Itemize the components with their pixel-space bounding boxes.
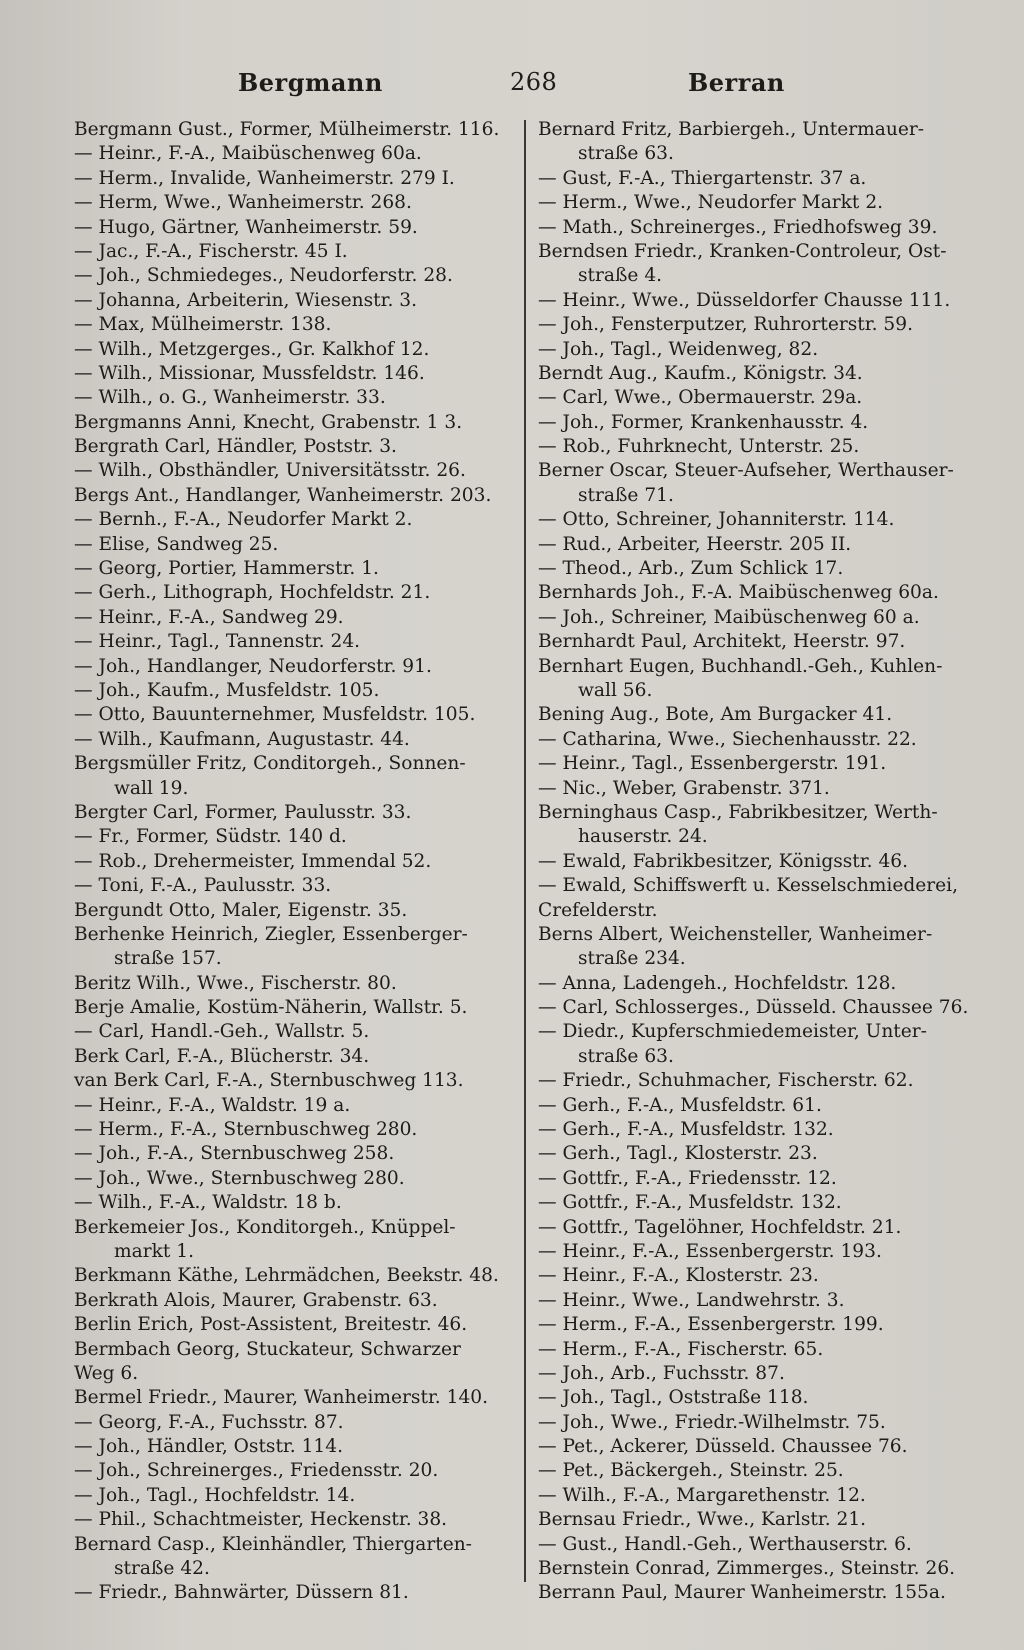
directory-line: — Johanna, Arbeiterin, Wiesenstr. 3. <box>74 289 418 311</box>
directory-line: — Carl, Wwe., Obermauerstr. 29a. <box>538 387 863 409</box>
directory-line: — Anna, Ladengeh., Hochfeldstr. 128. <box>538 972 897 994</box>
directory-line: Bergundt Otto, Maler, Eigenstr. 35. <box>74 899 408 921</box>
directory-line: — Elise, Sandweg 25. <box>74 533 279 555</box>
directory-line: — Joh., F.-A., Sternbuschweg 258. <box>74 1143 395 1165</box>
directory-line: straße 71. <box>578 484 674 506</box>
directory-line: markt 1. <box>114 1240 194 1262</box>
left-catchword: Bergmann <box>238 68 383 97</box>
directory-line: hauserstr. 24. <box>578 826 708 848</box>
directory-line: Crefelderstr. <box>538 899 658 921</box>
directory-line: — Joh., Händler, Oststr. 114. <box>74 1436 343 1458</box>
directory-line: — Diedr., Kupferschmiedemeister, Unter- <box>538 1021 927 1043</box>
directory-line: — Heinr., F.-A., Waldstr. 19 a. <box>74 1094 351 1116</box>
directory-line: wall 19. <box>114 777 189 799</box>
directory-line: Bergmann Gust., Former, Mülheimerstr. 116. <box>74 119 500 140</box>
directory-line: — Fr., Former, Südstr. 140 d. <box>74 826 347 848</box>
directory-line: — Heinr., F.-A., Sandweg 29. <box>74 606 344 628</box>
directory-line: Berkrath Alois, Maurer, Grabenstr. 63. <box>74 1289 438 1311</box>
directory-line: Beritz Wilh., Wwe., Fischerstr. 80. <box>74 972 397 994</box>
directory-line: — Gerh., F.-A., Musfeldstr. 61. <box>538 1094 822 1116</box>
directory-line: — Gerh., Lithograph, Hochfeldstr. 21. <box>74 582 431 604</box>
directory-line: — Joh., Arb., Fuchsstr. 87. <box>538 1362 785 1384</box>
directory-line: — Friedr., Schuhmacher, Fischerstr. 62. <box>538 1070 914 1092</box>
directory-line: — Wilh., o. G., Wanheimerstr. 33. <box>74 387 386 409</box>
directory-line: — Pet., Ackerer, Düsseld. Chaussee 76. <box>538 1436 908 1458</box>
directory-line: straße 234. <box>578 948 686 970</box>
directory-line: — Pet., Bäckergeh., Steinstr. 25. <box>538 1460 844 1482</box>
directory-line: — Wilh., Missionar, Mussfeldstr. 146. <box>74 362 425 384</box>
directory-line: Berje Amalie, Kostüm-Näherin, Wallstr. 5. <box>74 997 468 1019</box>
directory-line: Berrann Paul, Maurer Wanheimerstr. 155a. <box>538 1582 946 1604</box>
directory-line: Berndt Aug., Kaufm., Königstr. 34. <box>538 362 863 384</box>
directory-line: — Heinr., Wwe., Landwehrstr. 3. <box>538 1289 845 1311</box>
directory-line: — Herm., F.-A., Fischerstr. 65. <box>538 1338 824 1360</box>
directory-line: straße 63. <box>578 1045 674 1067</box>
directory-line: — Heinr., F.-A., Klosterstr. 23. <box>538 1265 819 1287</box>
directory-line: — Ewald, Schiffswerft u. Kesselschmiederei, <box>538 875 959 897</box>
directory-line: — Herm., Wwe., Neudorfer Markt 2. <box>538 192 884 214</box>
directory-line: Berlin Erich, Post-Assistent, Breitestr. 46. <box>74 1314 468 1336</box>
directory-line: Bernard Casp., Kleinhändler, Thiergarten- <box>74 1533 472 1555</box>
directory-line: Bermel Friedr., Maurer, Wanheimerstr. 140. <box>74 1387 489 1409</box>
directory-line: straße 42. <box>114 1558 210 1580</box>
directory-line: — Friedr., Bahnwärter, Düssern 81. <box>74 1582 409 1604</box>
directory-line: — Wilh., Kaufmann, Augustastr. 44. <box>74 728 410 750</box>
directory-line: — Gust., Handl.-Geh., Werthauserstr. 6. <box>538 1533 912 1555</box>
directory-line: — Heinr., Tagl., Essenbergerstr. 191. <box>538 753 887 775</box>
directory-line: — Wilh., Obsthändler, Universitätsstr. 26. <box>74 460 466 482</box>
directory-line: — Toni, F.-A., Paulusstr. 33. <box>74 875 332 897</box>
directory-line: — Heinr., Tagl., Tannenstr. 24. <box>74 631 361 653</box>
right-column <box>538 118 978 1606</box>
directory-line: — Joh., Wwe., Sternbuschweg 280. <box>74 1167 405 1189</box>
directory-line: — Wilh., F.-A., Waldstr. 18 b. <box>74 1192 342 1214</box>
directory-line: Bergrath Carl, Händler, Poststr. 3. <box>74 436 397 458</box>
directory-line: — Joh., Schreiner, Maibüschenweg 60 a. <box>538 606 920 628</box>
directory-line: — Joh., Former, Krankenhausstr. 4. <box>538 411 869 433</box>
directory-line: Bening Aug., Bote, Am Burgacker 41. <box>538 704 893 726</box>
directory-line: — Heinr., Wwe., Düsseldorfer Chausse 111. <box>538 289 951 311</box>
directory-line: Weg 6. <box>74 1362 139 1384</box>
page-number: 268 <box>510 68 558 96</box>
directory-line: — Joh., Wwe., Friedr.-Wilhelmstr. 75. <box>538 1411 886 1433</box>
directory-line: — Catharina, Wwe., Siechenhausstr. 22. <box>538 728 917 750</box>
directory-line: Berkmann Käthe, Lehrmädchen, Beekstr. 48. <box>74 1265 499 1287</box>
directory-line: — Herm., Invalide, Wanheimerstr. 279 I. <box>74 167 455 189</box>
directory-line: — Wilh., F.-A., Margarethenstr. 12. <box>538 1484 866 1506</box>
directory-line: — Herm., F.-A., Sternbuschweg 280. <box>74 1119 418 1141</box>
directory-line: — Gerh., F.-A., Musfeldstr. 132. <box>538 1119 834 1141</box>
directory-line: — Joh., Kaufm., Musfeldstr. 105. <box>74 679 380 701</box>
directory-line: Bergs Ant., Handlanger, Wanheimerstr. 203. <box>74 484 492 506</box>
directory-line: — Max, Mülheimerstr. 138. <box>74 314 332 336</box>
directory-line: — Herm., F.-A., Essenbergerstr. 199. <box>538 1314 884 1336</box>
directory-line: — Heinr., F.-A., Essenbergerstr. 193. <box>538 1240 882 1262</box>
directory-line: Bergsmüller Fritz, Conditorgeh., Sonnen- <box>74 753 466 775</box>
directory-line: — Georg, F.-A., Fuchsstr. 87. <box>74 1411 344 1433</box>
directory-line: Bergmanns Anni, Knecht, Grabenstr. 1 3. <box>74 411 463 433</box>
directory-line: — Herm, Wwe., Wanheimerstr. 268. <box>74 192 412 214</box>
directory-line: Berns Albert, Weichensteller, Wanheimer- <box>538 923 933 945</box>
directory-line: Bernard Fritz, Barbiergeh., Untermauer- <box>538 119 925 140</box>
directory-line: straße 4. <box>578 265 663 287</box>
directory-line: — Otto, Bauunternehmer, Musfeldstr. 105. <box>74 704 476 726</box>
directory-line: — Heinr., F.-A., Maibüschenweg 60a. <box>74 143 422 165</box>
directory-line: Bernhardt Paul, Architekt, Heerstr. 97. <box>538 631 906 653</box>
column-divider <box>524 120 526 1582</box>
directory-line: — Rob., Drehermeister, Immendal 52. <box>74 850 432 872</box>
directory-line: van Berk Carl, F.-A., Sternbuschweg 113. <box>74 1070 464 1092</box>
directory-line: — Wilh., Metzgerges., Gr. Kalkhof 12. <box>74 338 430 360</box>
right-catchword: Berran <box>688 68 785 97</box>
directory-line: — Math., Schreinerges., Friedhofsweg 39. <box>538 216 938 238</box>
directory-line: — Joh., Fensterputzer, Ruhrorterstr. 59. <box>538 314 913 336</box>
directory-line: Bernsau Friedr., Wwe., Karlstr. 21. <box>538 1509 867 1531</box>
directory-line: Bergter Carl, Former, Paulusstr. 33. <box>74 801 412 823</box>
directory-line: — Rob., Fuhrknecht, Unterstr. 25. <box>538 436 860 458</box>
directory-line: — Hugo, Gärtner, Wanheimerstr. 59. <box>74 216 418 238</box>
directory-line: — Carl, Handl.-Geh., Wallstr. 5. <box>74 1021 370 1043</box>
directory-line: straße 63. <box>578 143 674 165</box>
directory-line: Berninghaus Casp., Fabrikbesitzer, Werth- <box>538 801 938 823</box>
left-column <box>74 118 504 1606</box>
directory-line: Berk Carl, F.-A., Blücherstr. 34. <box>74 1045 370 1067</box>
directory-line: Berkemeier Jos., Konditorgeh., Knüppel- <box>74 1216 456 1238</box>
directory-line: — Joh., Tagl., Weidenweg, 82. <box>538 338 819 360</box>
directory-line: — Joh., Schreinerges., Friedensstr. 20. <box>74 1460 439 1482</box>
directory-line: — Joh., Schmiedeges., Neudorferstr. 28. <box>74 265 453 287</box>
directory-line: — Gottfr., Tagelöhner, Hochfeldstr. 21. <box>538 1216 902 1238</box>
directory-line: — Joh., Handlanger, Neudorferstr. 91. <box>74 655 432 677</box>
directory-line: — Joh., Tagl., Oststraße 118. <box>538 1387 809 1409</box>
directory-line: Bernhards Joh., F.-A. Maibüschenweg 60a. <box>538 582 939 604</box>
directory-line: Berhenke Heinrich, Ziegler, Essenberger- <box>74 923 468 945</box>
directory-line: — Otto, Schreiner, Johanniterstr. 114. <box>538 509 895 531</box>
directory-line: straße 157. <box>114 948 222 970</box>
running-head <box>70 68 990 102</box>
directory-line: — Jac., F.-A., Fischerstr. 45 I. <box>74 240 348 262</box>
directory-line: — Joh., Tagl., Hochfeldstr. 14. <box>74 1484 356 1506</box>
directory-line: — Gerh., Tagl., Klosterstr. 23. <box>538 1143 818 1165</box>
directory-line: — Gottfr., F.-A., Musfeldstr. 132. <box>538 1192 842 1214</box>
directory-line: — Theod., Arb., Zum Schlick 17. <box>538 558 844 580</box>
directory-line: — Georg, Portier, Hammerstr. 1. <box>74 558 379 580</box>
directory-line: Berndsen Friedr., Kranken-Controleur, Ost- <box>538 240 947 262</box>
directory-line: Bernstein Conrad, Zimmerges., Steinstr. 26. <box>538 1558 956 1580</box>
directory-line: Bernhart Eugen, Buchhandl.-Geh., Kuhlen- <box>538 655 943 677</box>
directory-line: Berner Oscar, Steuer-Aufseher, Werthauser- <box>538 460 954 482</box>
directory-line: — Ewald, Fabrikbesitzer, Königsstr. 46. <box>538 850 909 872</box>
directory-line: — Bernh., F.-A., Neudorfer Markt 2. <box>74 509 413 531</box>
directory-line: — Phil., Schachtmeister, Heckenstr. 38. <box>74 1509 448 1531</box>
directory-line: — Gottfr., F.-A., Friedensstr. 12. <box>538 1167 837 1189</box>
directory-line: — Gust, F.-A., Thiergartenstr. 37 a. <box>538 167 867 189</box>
directory-line: Bermbach Georg, Stuckateur, Schwarzer <box>74 1338 461 1360</box>
directory-line: — Nic., Weber, Grabenstr. 371. <box>538 777 830 799</box>
directory-line: — Carl, Schlosserges., Düsseld. Chaussee 76. <box>538 997 969 1019</box>
directory-line: wall 56. <box>578 679 653 701</box>
directory-line: — Rud., Arbeiter, Heerstr. 205 II. <box>538 533 852 555</box>
